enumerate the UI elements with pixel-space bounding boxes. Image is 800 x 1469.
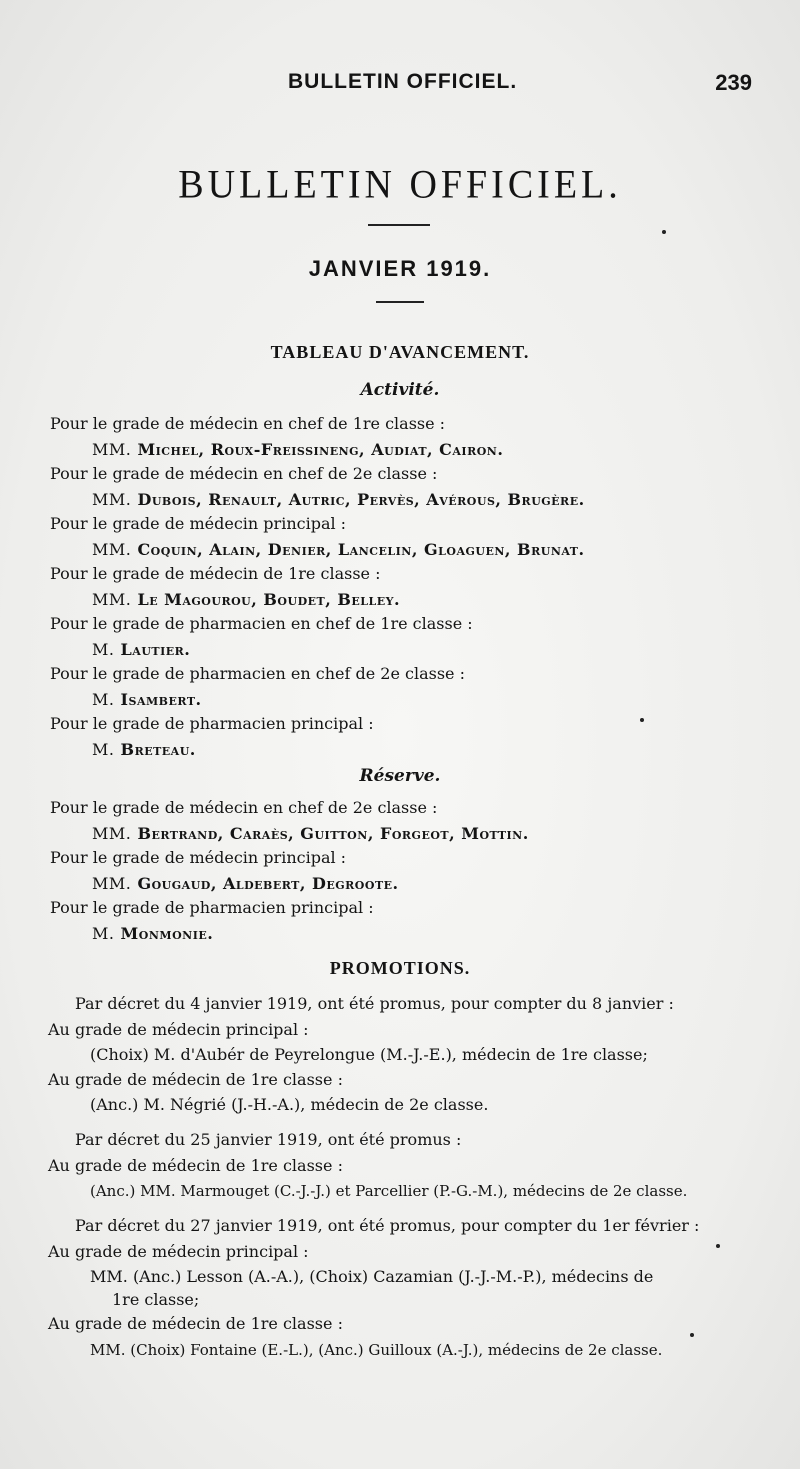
names-list: Dubois, Renault, Autric, Pervès, Avérous, Brugère. [137,490,585,509]
date-rule [376,301,424,303]
names-prefix: MM. [92,540,132,559]
names-line [92,640,190,660]
print-speck [716,1244,720,1248]
promotion-line: (Anc.) MM. Marmouget (C.-J.-J.) et Parcellier (P.-G.-M.), médecins de 2e classe. [90,1182,688,1200]
names-line [92,740,196,760]
promotion-line: MM. (Choix) Fontaine (E.-L.), (Anc.) Guilloux (A.-J.), médecins de 2e classe. [90,1341,663,1359]
decree-intro: Par décret du 4 janvier 1919, ont été promus, pour compter du 8 janvier : [75,994,674,1013]
promotion-line: (Anc.) M. Négrié (J.-H.-A.), médecin de 2e classe. [90,1095,489,1114]
running-title: BULLETIN OFFICIEL. [288,70,518,93]
grade-line: Pour le grade de médecin en chef de 2e classe : [50,798,438,817]
grade-line: Pour le grade de médecin principal : [50,514,347,533]
names-list: Gougaud, Aldebert, Degroote. [137,874,399,893]
grade-heading: Au grade de médecin de 1re classe : [48,1314,343,1333]
names-prefix: M. [92,640,115,659]
names-list: Coquin, Alain, Denier, Lancelin, Gloaguen, Brunat. [137,540,585,559]
grade-line: Pour le grade de pharmacien principal : [50,898,374,917]
names-prefix: MM. [92,824,132,843]
reserve-label: Réserve. [359,766,441,786]
names-line [92,590,400,610]
names-list: Lautier. [120,640,191,659]
print-speck [662,230,666,234]
grade-line: Pour le grade de médecin en chef de 1re classe : [50,414,446,433]
grade-line: Pour le grade de médecin principal : [50,848,347,867]
issue-date: JANVIER 1919. [308,256,492,281]
grade-line: Pour le grade de médecin en chef de 2e classe : [50,464,438,483]
running-header [0,70,800,104]
names-list: Le Magourou, Boudet, Belley. [137,590,401,609]
grade-line: Pour le grade de médecin de 1re classe : [50,564,381,583]
page-number: 239 [715,70,752,95]
names-list: Michel, Roux-Freissineng, Audiat, Cairon. [137,440,504,459]
grade-line: Pour le grade de pharmacien en chef de 1re classe : [50,614,473,633]
grade-line: Pour le grade de pharmacien en chef de 2e classe : [50,664,465,683]
names-prefix: MM. [92,490,132,509]
print-speck [690,1333,694,1337]
names-line [92,490,585,510]
names-line [92,824,529,844]
page-title: BULLETIN OFFICIEL. [178,162,622,208]
print-speck [640,718,644,722]
title-rule [368,224,430,226]
promotion-line: MM. (Anc.) Lesson (A.-A.), (Choix) Cazamian (J.-J.-M.-P.), médecins de [90,1267,654,1286]
names-list: Isambert. [120,690,202,709]
names-prefix: M. [92,740,115,759]
names-list: Monmonie. [120,924,214,943]
names-line [92,924,213,944]
advancement-heading: TABLEAU D'AVANCEMENT. [270,342,530,362]
names-line [92,690,202,710]
promotion-line: (Choix) M. d'Aubér de Peyrelongue (M.-J.-E.), médecin de 1re classe; [90,1045,648,1064]
names-list: Breteau. [120,740,196,759]
promotions-heading: PROMOTIONS. [329,958,471,978]
activite-label: Activité. [360,380,440,400]
names-prefix: M. [92,924,115,943]
names-line [92,874,399,894]
names-line [92,440,503,460]
grade-heading: Au grade de médecin de 1re classe : [48,1156,343,1175]
names-list: Bertrand, Caraès, Guitton, Forgeot, Mottin. [137,824,529,843]
names-prefix: M. [92,690,115,709]
names-prefix: MM. [92,590,132,609]
names-line [92,540,585,560]
grade-line: Pour le grade de pharmacien principal : [50,714,374,733]
grade-heading: Au grade de médecin de 1re classe : [48,1070,343,1089]
grade-heading: Au grade de médecin principal : [48,1020,309,1039]
decree-intro: Par décret du 27 janvier 1919, ont été promus, pour compter du 1er février : [75,1216,700,1235]
grade-heading: Au grade de médecin principal : [48,1242,309,1261]
decree-intro: Par décret du 25 janvier 1919, ont été promus : [75,1130,462,1149]
names-prefix: MM. [92,440,132,459]
names-prefix: MM. [92,874,132,893]
promotion-line-continued: 1re classe; [112,1290,200,1309]
